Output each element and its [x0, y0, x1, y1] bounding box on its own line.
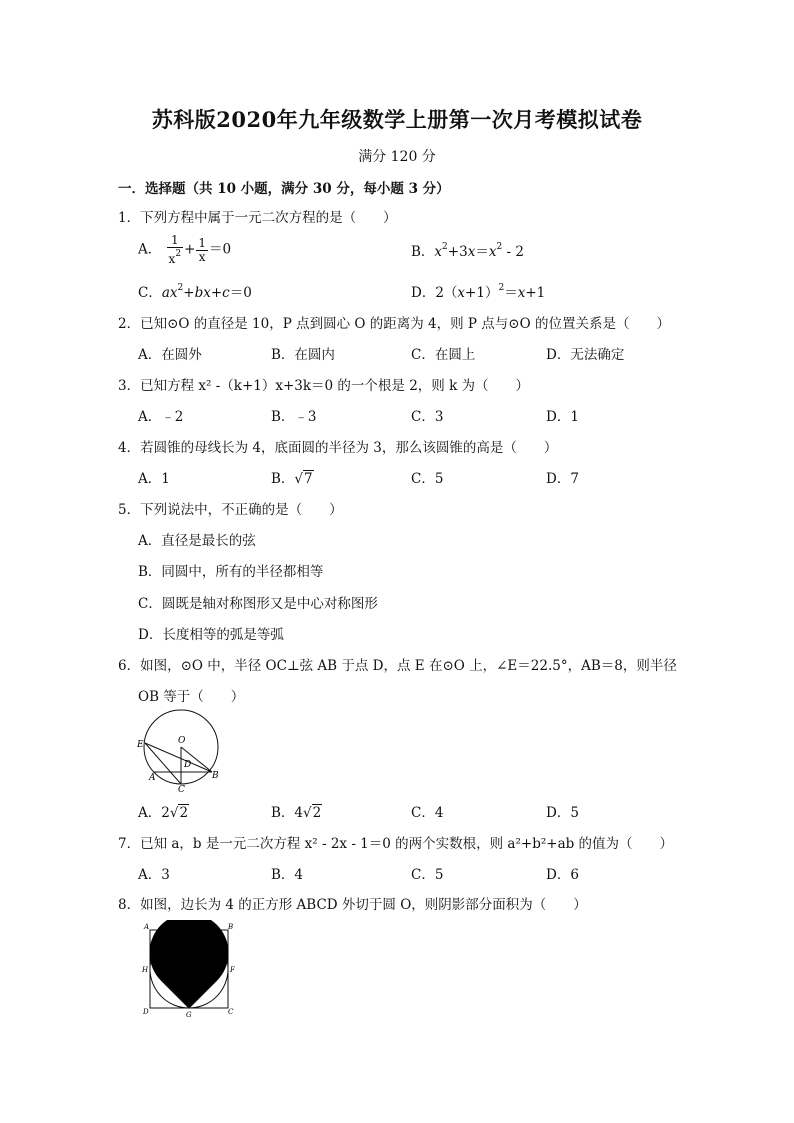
q2-option-c: C．在圆上 [411, 347, 476, 363]
q6-option-d: D．5 [546, 805, 579, 821]
question-2: 2．已知⊙O 的直径是 10，P 点到圆心 O 的距离为 4，则 P 点与⊙O 的位置关系是（ ） [118, 316, 670, 332]
question-6: 6．如图，⊙O 中，半径 OC⊥弦 AB 于点 D，点 E 在⊙O 上，∠E＝22.5°，AB＝8，则半径 [118, 658, 677, 674]
q7-option-b: B．4 [271, 867, 304, 883]
label-c: C [178, 785, 185, 794]
label-h: H [142, 966, 149, 974]
q5-option-a: A．直径是最长的弦 [138, 533, 256, 549]
fraction: $\frac{1}{x^2}$ [168, 233, 182, 266]
label-a: A [149, 773, 156, 783]
q4-option-b: B．√7 [271, 471, 313, 487]
q3-option-a: A．﹣2 [138, 409, 184, 425]
q4-option-d: D．7 [546, 471, 579, 487]
q5-option-b: B．同圆中，所有的半径都相等 [138, 564, 324, 580]
q2-option-d: D．无法确定 [546, 347, 625, 363]
q2-option-a: A．在圆外 [138, 347, 202, 363]
q7-option-a: A．3 [138, 867, 170, 883]
label-g: G [186, 1011, 192, 1019]
question-5: 5．下列说法中，不正确的是（ ） [118, 502, 343, 518]
q2-option-b: B．在圆内 [271, 347, 335, 363]
label-c: C [228, 1008, 234, 1016]
q3-option-c: C．3 [411, 409, 444, 425]
q1-option-a: A． $\frac{1}{x^2}$ + $\frac{1}{x}$ ＝0 [138, 233, 232, 266]
q1-option-d-label: D． [411, 285, 436, 301]
label-b: B [212, 771, 219, 781]
q5-option-d: D．长度相等的弧是等弧 [138, 627, 284, 643]
fraction: $\frac{1}{x}$ [198, 235, 207, 264]
q3-option-b: B．﹣3 [271, 409, 317, 425]
question-4: 4．若圆锥的母线长为 4，底面圆的半径为 3，那么该圆锥的高是（ ） [118, 440, 558, 456]
q6-option-a: A．2√2 [138, 805, 189, 821]
label-b: B [228, 923, 234, 931]
question-6-continued: OB 等于（ ） [138, 689, 245, 705]
label-a: A [144, 923, 150, 931]
label-e: E [137, 740, 144, 750]
label-d: D [143, 1008, 149, 1016]
q1-option-b-label: B． [411, 244, 435, 260]
q8-square-figure [138, 920, 238, 1020]
label-d: D [184, 760, 192, 770]
question-1: 1．下列方程中属于一元二次方程的是（ ） [118, 210, 397, 226]
question-3: 3．已知方程 x² -（k+1）x+3k＝0 的一个根是 2，则 k 为（ ） [118, 378, 530, 394]
q7-option-d: D．6 [546, 867, 579, 883]
q5-option-c: C．圆既是轴对称图形又是中心对称图形 [138, 596, 378, 612]
question-7: 7．已知 a，b 是一元二次方程 x² - 2x - 1＝0 的两个实数根，则 a²+b²+ab 的值为（ ） [118, 836, 674, 852]
q6-option-b-label: B． [271, 805, 295, 821]
q4-option-a: A．1 [138, 471, 170, 487]
q6-circle-figure [132, 706, 228, 794]
q1-option-c-label: C． [138, 285, 162, 301]
q1-option-b: B．$x^2+3x=x^2 - 2$ [411, 242, 524, 260]
page-title: 苏科版2020年九年级数学上册第一次月考模拟试卷 [151, 107, 643, 132]
label-o: O [178, 736, 186, 746]
q7-option-c: C．5 [411, 867, 444, 883]
q3-option-d: D．1 [546, 409, 579, 425]
q6-option-b: B．4√2 [271, 805, 322, 821]
q1-option-a-label: A． [138, 241, 162, 258]
full-score: 满分 120 分 [358, 149, 436, 165]
q1-option-c: C．$ax^2+bx+c=0$ [138, 283, 252, 301]
label-e: E [186, 922, 192, 930]
section-heading: 一．选择题（共 10 小题，满分 30 分，每小题 3 分） [118, 181, 450, 197]
q4-option-b-label: B． [271, 471, 295, 487]
q6-option-a-label: A． [138, 805, 162, 821]
q6-option-c: C．4 [411, 805, 444, 821]
label-f: F [230, 966, 235, 974]
question-8: 8．如图，边长为 4 的正方形 ABCD 外切于圆 O，则阴影部分面积为（ ） [118, 897, 587, 913]
q4-option-c: C．5 [411, 471, 444, 487]
q1-option-d: D．$2(x+1)^2=x+1$ [411, 283, 546, 301]
